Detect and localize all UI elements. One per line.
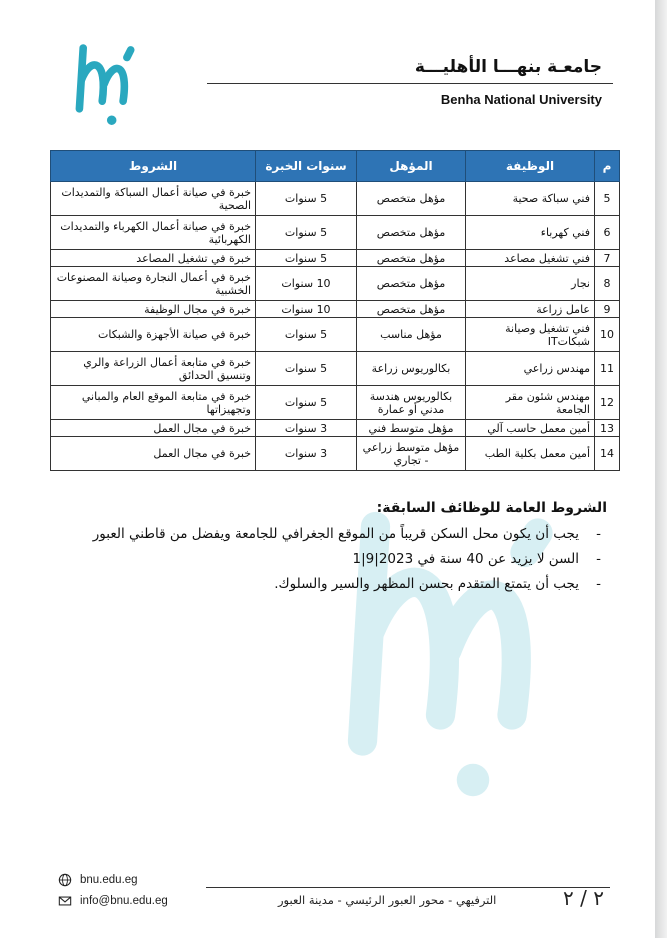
row-qualification: مؤهل متخصص — [357, 267, 466, 301]
row-num: 5 — [595, 182, 620, 216]
footer-website[interactable] — [58, 873, 138, 887]
row-years: 5 سنوات — [256, 250, 357, 267]
jobs-table — [50, 150, 620, 471]
row-num: 10 — [595, 318, 620, 352]
row-years: 5 سنوات — [256, 352, 357, 386]
header-years: سنوات الخبرة — [256, 151, 357, 182]
mail-icon — [58, 894, 72, 908]
row-num: 12 — [595, 386, 620, 420]
table-row — [51, 420, 620, 437]
row-num: 7 — [595, 250, 620, 267]
header-num: م — [595, 151, 620, 182]
row-job: فني تشغيل مصاعد — [466, 250, 595, 267]
row-requirements: خبرة في صيانة أعمال الكهرباء والتمديدات الكهربائية — [51, 216, 256, 250]
email-text: info@bnu.edu.eg — [80, 895, 168, 907]
row-num: 13 — [595, 420, 620, 437]
row-requirements: خبرة في مجال العمل — [51, 420, 256, 437]
footer-divider — [206, 887, 610, 888]
row-qualification: مؤهل متخصص — [357, 301, 466, 318]
row-qualification: مؤهل متوسط فني — [357, 420, 466, 437]
row-job: نجار — [466, 267, 595, 301]
table-row — [51, 267, 620, 301]
general-conditions-title: الشروط العامة للوظائف السابقة: — [376, 500, 607, 516]
row-requirements: خبرة في مجال الوظيفة — [51, 301, 256, 318]
table-row — [51, 250, 620, 267]
header-requirements: الشروط — [51, 151, 256, 182]
row-years: 5 سنوات — [256, 386, 357, 420]
footer-address: الترفيهي - محور العبور الرئيسي - مدينة العبور — [278, 893, 497, 907]
general-conditions-list — [27, 522, 607, 597]
row-job: أمين معمل حاسب آلي — [466, 420, 595, 437]
row-years: 5 سنوات — [256, 182, 357, 216]
globe-icon — [58, 873, 72, 887]
row-num: 8 — [595, 267, 620, 301]
row-job: مهندس زراعي — [466, 352, 595, 386]
row-num: 11 — [595, 352, 620, 386]
row-requirements: خبرة في مجال العمل — [51, 437, 256, 471]
university-name-arabic: جامعـة بنهـــا الأهليـــة — [414, 57, 602, 77]
university-name-english: Benha National University — [440, 92, 602, 107]
row-qualification: مؤهل مناسب — [357, 318, 466, 352]
row-num: 9 — [595, 301, 620, 318]
row-years: 3 سنوات — [256, 437, 357, 471]
list-item: - يجب أن يكون محل السكن قريباً من الموقع الجغرافي للجامعة ويفضل من قاطني العبور — [27, 522, 607, 547]
row-qualification: مؤهل متخصص — [357, 182, 466, 216]
table-row — [51, 182, 620, 216]
table-header-row — [51, 151, 620, 182]
table-row — [51, 352, 620, 386]
row-job: فني كهرباء — [466, 216, 595, 250]
table-row — [51, 386, 620, 420]
row-qualification: مؤهل متخصص — [357, 216, 466, 250]
row-years: 10 سنوات — [256, 267, 357, 301]
row-requirements: خبرة في أعمال النجارة وصيانة المصنوعات الخشبية — [51, 267, 256, 301]
footer-email[interactable] — [58, 894, 168, 908]
row-years: 5 سنوات — [256, 216, 357, 250]
website-text: bnu.edu.eg — [80, 874, 138, 886]
row-requirements: خبرة في تشغيل المصاعد — [51, 250, 256, 267]
university-logo — [68, 38, 144, 134]
row-requirements: خبرة في متابعة الموقع العام والمباني وتجهيزاتها — [51, 386, 256, 420]
list-item: - السن لا يزيد عن 40 سنة في 2023|9|1 — [27, 547, 607, 572]
header-job: الوظيفة — [466, 151, 595, 182]
row-years: 3 سنوات — [256, 420, 357, 437]
row-years: 5 سنوات — [256, 318, 357, 352]
row-job: عامل زراعة — [466, 301, 595, 318]
row-qualification: بكالوريوس زراعة — [357, 352, 466, 386]
table-row — [51, 216, 620, 250]
row-job: فني سباكة صحية — [466, 182, 595, 216]
row-job: مهندس شئون مقر الجامعة — [466, 386, 595, 420]
row-num: 14 — [595, 437, 620, 471]
row-job: فني تشغيل وصيانة شبكاتIT — [466, 318, 595, 352]
row-requirements: خبرة في صيانة أعمال السباكة والتمديدات الصحية — [51, 182, 256, 216]
header-qualification: المؤهل — [357, 151, 466, 182]
row-years: 10 سنوات — [256, 301, 357, 318]
row-requirements: خبرة في متابعة أعمال الزراعة والري وتنسيق الحدائق — [51, 352, 256, 386]
row-job: أمين معمل بكلية الطب — [466, 437, 595, 471]
row-qualification: بكالوريوس هندسة مدني أو عمارة — [357, 386, 466, 420]
page-edge-shadow — [655, 0, 667, 938]
list-item: - يجب أن يتمتع المتقدم بحسن المظهر والسير والسلوك. — [27, 572, 607, 597]
header-divider — [207, 83, 613, 84]
row-num: 6 — [595, 216, 620, 250]
table-row — [51, 318, 620, 352]
row-requirements: خبرة في صيانة الأجهزة والشبكات — [51, 318, 256, 352]
row-qualification: مؤهل متخصص — [357, 250, 466, 267]
table-row — [51, 301, 620, 318]
page-number: ٢ / ٢ — [563, 886, 604, 910]
table-row — [51, 437, 620, 471]
row-qualification: مؤهل متوسط زراعي - تجاري — [357, 437, 466, 471]
